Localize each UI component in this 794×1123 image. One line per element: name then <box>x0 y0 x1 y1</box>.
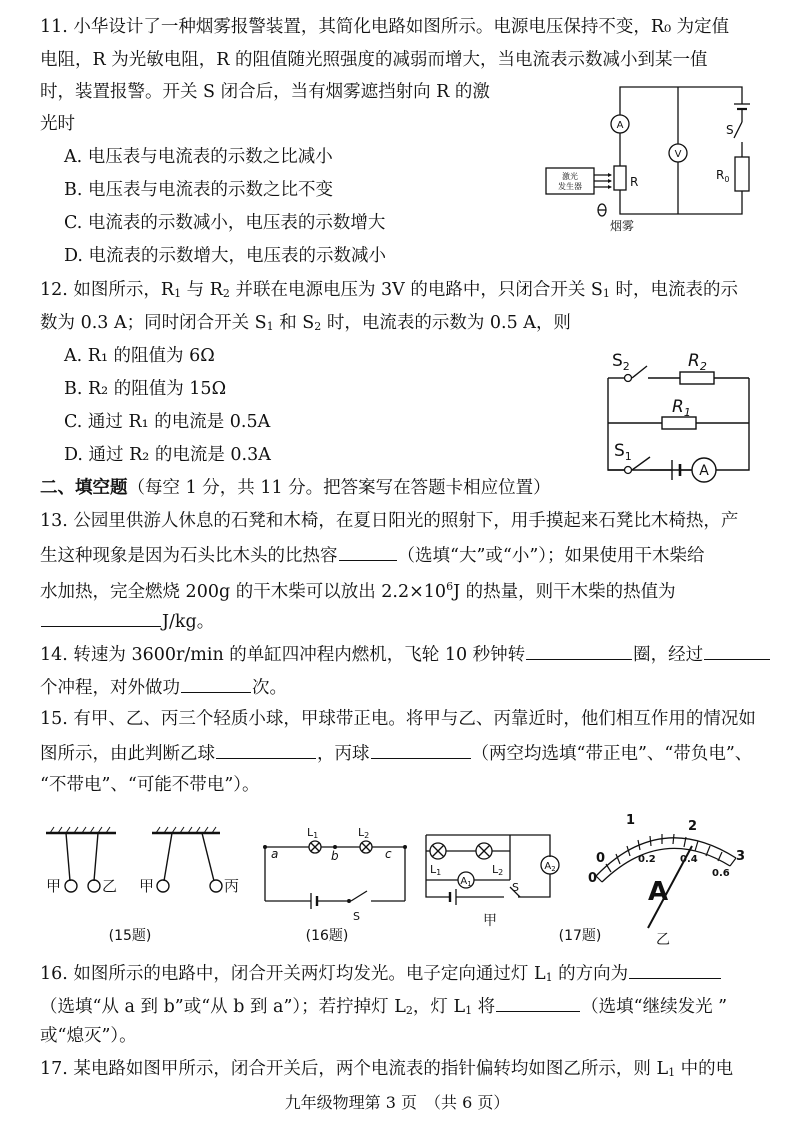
point-c-label: c <box>385 847 392 861</box>
q15-line2: 图所示，由此判断乙球 ，丙球 （两空均选填“带正电”、“带负电”、 <box>40 740 752 766</box>
r-label: R <box>630 175 639 189</box>
scale-0.6: 0.6 <box>712 868 730 879</box>
l2-label: L2 <box>358 826 370 840</box>
q14-blank-2[interactable] <box>704 641 770 660</box>
q17-line1: 17. 某电路如图甲所示，闭合开关后，两个电流表的指针偏转均如图乙所示，则 $L_1$ 中的电 <box>40 1059 734 1079</box>
q13-blank-1[interactable] <box>339 542 397 561</box>
r1-label: $R_1$ <box>672 397 691 419</box>
q12-line1: 12. 如图所示，$R_1$ 与 $R_2$ 并联在电源电压为 3V 的电路中，只闭合开关 $S_1$ 时，电流表的示 <box>40 280 738 300</box>
q13-line2: 生这种现象是因为石头比木头的比热容 （选填“大”或“小”）；如果使用干木柴给 <box>40 542 705 568</box>
l1-label: L1 <box>430 863 442 877</box>
scale-0.2: 0.2 <box>638 854 656 865</box>
page-footer: 九年级物理第 3 页 （共 6 页） <box>284 1093 510 1112</box>
q13-blank-2[interactable] <box>41 608 161 627</box>
q14-blank-3[interactable] <box>181 674 251 693</box>
a1-label: $A_1$ <box>460 876 472 888</box>
q16-line1: 16. 如图所示的电路中，闭合开关两灯均发光。电子定向通过灯 $L_1$ 的方向为 <box>40 960 722 990</box>
q14-line1: 14. 转速为 3600r/min 的单缸四冲程内燃机，飞轮 10 秒钟转 圈，经过 <box>40 641 771 667</box>
q15-line3: “不带电”、“可能不带电”）。 <box>40 775 260 795</box>
a2-label: $A_2$ <box>544 861 556 873</box>
label-yi: 乙 <box>102 877 118 895</box>
s1-label: $S_1$ <box>614 441 632 463</box>
scale-0.4: 0.4 <box>680 854 698 865</box>
smoke-label: 烟雾 <box>610 219 635 233</box>
switch-label: S <box>726 123 734 137</box>
voltmeter-label: V <box>674 149 682 160</box>
q11-line3: 时，装置报警。开关 S 闭合后，当有烟雾遮挡射向 R 的激 <box>40 82 490 102</box>
fig16-caption: (16题) <box>305 928 349 944</box>
q13-line4: J/kg。 <box>40 608 214 634</box>
q16-blank-1[interactable] <box>629 960 721 979</box>
q14-blank-1[interactable] <box>526 641 632 660</box>
q16-line2: （选填“从 a 到 b”或“从 b 到 a”）；若拧掉灯 $L_2$，灯 $L_1$ 将 （选填“继续发光 ” <box>40 993 727 1023</box>
fig17-jia-caption: 甲 <box>483 913 497 929</box>
q15-blank-2[interactable] <box>371 740 471 759</box>
point-b-label: b <box>331 849 339 863</box>
q12-option-a: A. R₁ 的阻值为 6Ω <box>64 346 215 366</box>
q11-option-d: D. 电流表的示数增大，电压表的示数减小 <box>64 246 387 266</box>
tick-3: 3 <box>736 849 746 864</box>
unit-label: A <box>648 877 669 907</box>
s2-label: $S_2$ <box>612 351 630 373</box>
q11-option-a: A. 电压表与电流表的示数之比减小 <box>64 147 333 167</box>
q12-option-b: B. R₂ 的阻值为 15Ω <box>64 379 227 399</box>
q16-line3: 或“熄灭”）。 <box>40 1026 137 1046</box>
ammeter-label: A <box>699 463 709 479</box>
laser-label-1: 激光 <box>562 172 578 181</box>
ammeter-label: A <box>616 120 624 131</box>
q11-line2: 电阻，R 为光敏电阻，R 的阻值随光照强度的减弱而增大，当电流表示数减小到某一值 <box>40 50 708 70</box>
q12-option-d: D. 通过 R₂ 的电流是 0.3A <box>64 445 271 465</box>
fig17-caption: (17题) <box>558 928 602 944</box>
q14-line2: 个冲程，对外做功 次。 <box>40 674 287 700</box>
section-2-header: 二、填空题（每空 1 分，共 11 分。把答案写在答题卡相应位置） <box>40 478 551 498</box>
scale-0: 0 <box>588 871 598 886</box>
q13-line3: 水加热，完全燃烧 200g 的干木柴可以放出 $2.2\times 10^6J$ 的热量，则干木柴的热值为 <box>40 580 676 602</box>
tick-2: 2 <box>688 819 698 834</box>
r2-label: $R_2$ <box>688 351 707 373</box>
tick-1: 1 <box>626 813 636 828</box>
point-a-label: a <box>271 847 279 861</box>
q12-line2: 数为 0.3 A；同时闭合开关 $S_1$ 和 $S_2$ 时，电流表的示数为 0.5 A，则 <box>40 313 571 333</box>
q11-option-c: C. 电流表的示数减小，电压表的示数增大 <box>64 213 386 233</box>
label-jia-2: 甲 <box>139 877 155 895</box>
q11-option-b: B. 电压表与电流表的示数之比不变 <box>64 180 333 200</box>
fig17-circuit-jia <box>420 825 602 950</box>
q11-line4: 光时 <box>40 114 75 134</box>
label-bing: 丙 <box>224 877 240 895</box>
q11-circuit-diagram <box>538 82 760 232</box>
label-jia-1: 甲 <box>46 877 62 895</box>
laser-label-2: 发生器 <box>558 182 582 191</box>
q15-blank-1[interactable] <box>216 740 316 759</box>
fig16-circuit <box>255 825 415 950</box>
q16-blank-2[interactable] <box>496 993 580 1012</box>
l1-label: L1 <box>307 826 319 840</box>
q12-option-c: C. 通过 R₁ 的电流是 0.5A <box>64 412 271 432</box>
l2-label: L2 <box>492 863 504 877</box>
tick-0: 0 <box>596 851 606 866</box>
fig15-pendulums <box>30 825 255 950</box>
fig15-caption: (15题) <box>108 928 152 944</box>
r0-label: $R_0$ <box>716 168 730 184</box>
fig17-yi-caption: 乙 <box>656 932 670 948</box>
switch-label: S <box>512 881 519 894</box>
q13-line1: 13. 公园里供游人休息的石凳和木椅，在夏日阳光的照射下，用手摸起来石凳比木椅热，产 <box>40 511 739 531</box>
q15-line1: 15. 有甲、乙、丙三个轻质小球，甲球带正电。将甲与乙、丙靠近时，他们相互作用的情况如 <box>40 709 756 729</box>
switch-label: S <box>353 910 360 923</box>
q12-circuit-diagram <box>592 340 762 480</box>
fig17-ammeter-dial <box>580 812 755 952</box>
q11-line1: 11. 小华设计了一种烟雾报警装置，其简化电路如图所示。电源电压保持不变，R₀ 为定值 <box>40 17 730 37</box>
